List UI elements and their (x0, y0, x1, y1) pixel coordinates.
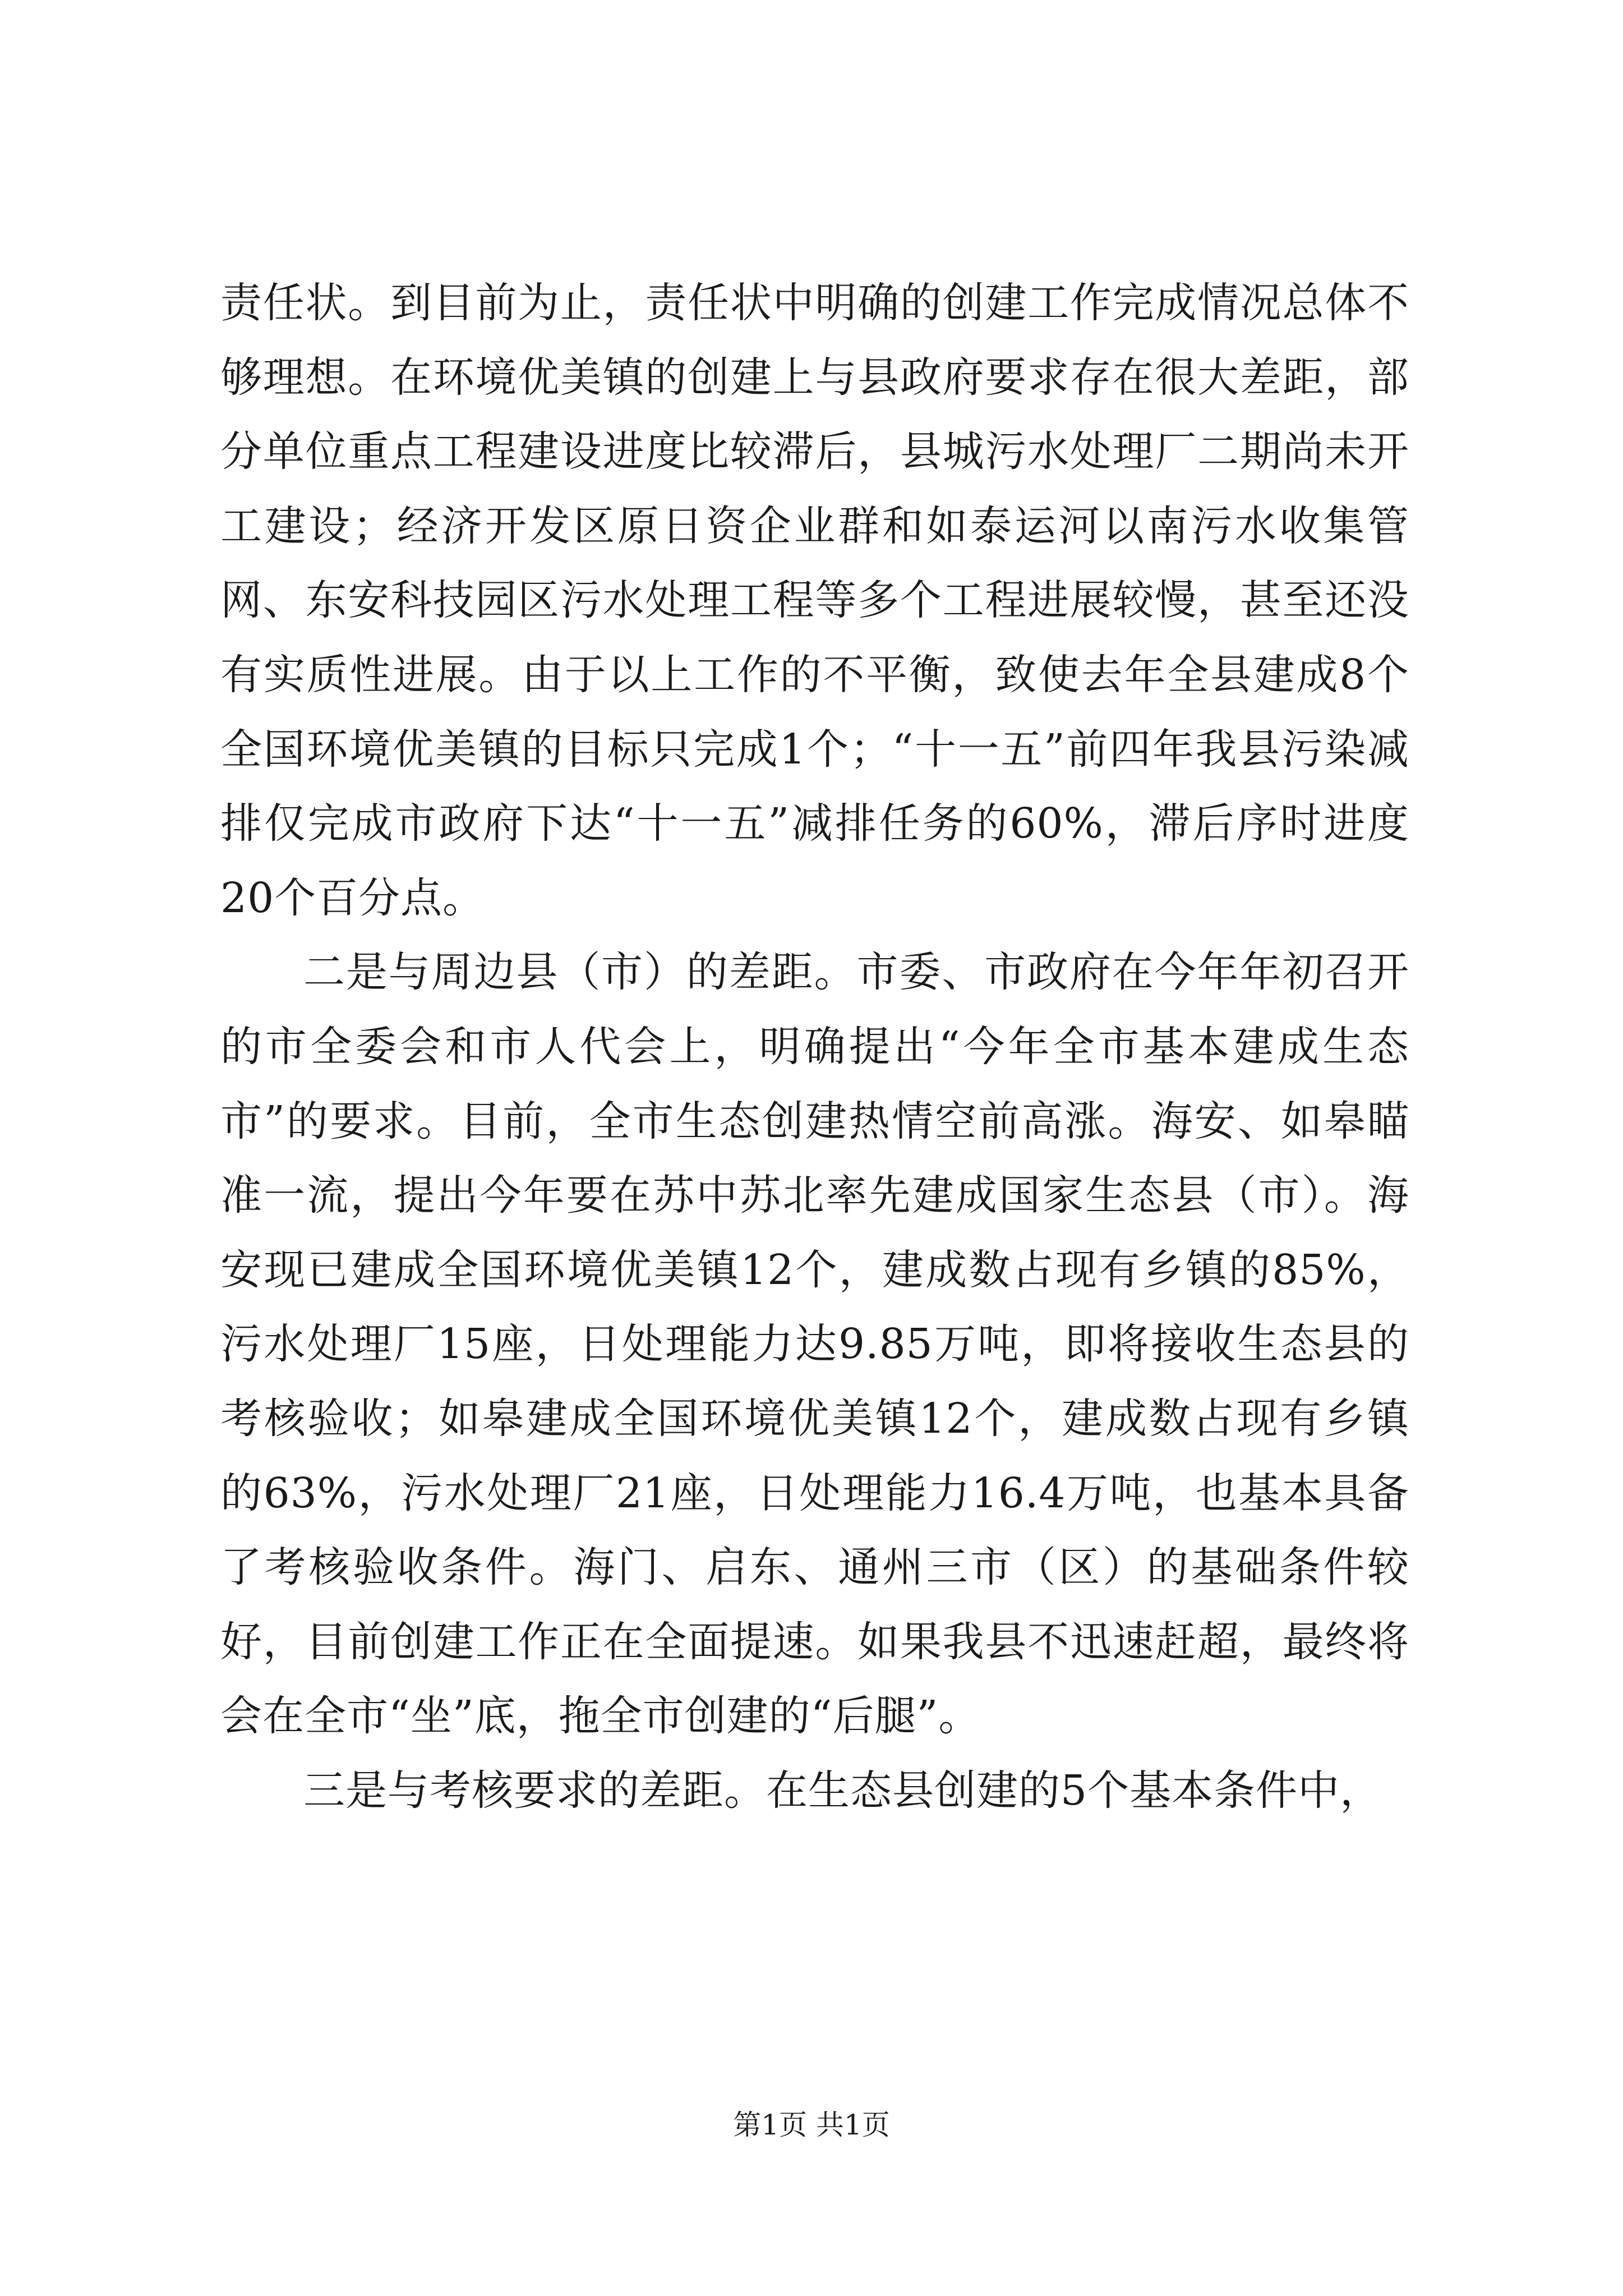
paragraph-neighbor-gap: 二是与周边县（市）的差距。市委、市政府在今年年初召开的市全委会和市人代会上，明确提出“今年全市基本建成生态市”的要求。目前，全市生态创建热情空前高涨。海安、如皋瞄准一流，提出今年要在苏中苏北率先建成国家生态县（市）。海安现已建成全国环境优美镇12个，建成数占现有乡镇的85%，污水处理厂15座，日处理能力达9.85万吨，即将接收生态县的考核验收；如皋建成全国环境优美镇12个，建成数占现有乡镇的63%，污水处理厂21座，日处理能力16.4万吨，也基本具备了考核验收条件。海门、启东、通州三市（区）的基础条件较好，目前创建工作正在全面提速。如果我县不迅速赶超，最终将会在全市“坐”底，拖全市创建的“后腿”。 (220, 948, 1409, 1741)
document-body (220, 266, 1409, 1828)
paragraph-continuation: 责任状。到目前为止，责任状中明确的创建工作完成情况总体不够理想。在环境优美镇的创建上与县政府要求存在很大差距，部分单位重点工程建设进度比较滞后，县城污水处理厂二期尚未开工建设；经济开发区原日资企业群和如泰运河以南污水收集管网、东安科技园区污水处理工程等多个工程进展较慢，甚至还没有实质性进展。由于以上工作的不平衡，致使去年全县建成8个全国环境优美镇的目标只完成1个；“十一五”前四年我县污染减排仅完成市政府下达“十一五”减排任务的60%，滞后序时进度20个百分点。 (220, 279, 1409, 922)
paragraph-assessment-gap: 三是与考核要求的差距。在生态县创建的5个基本条件中， (303, 1766, 1382, 1815)
page-footer: 第1页 共1页 (733, 2109, 890, 2141)
